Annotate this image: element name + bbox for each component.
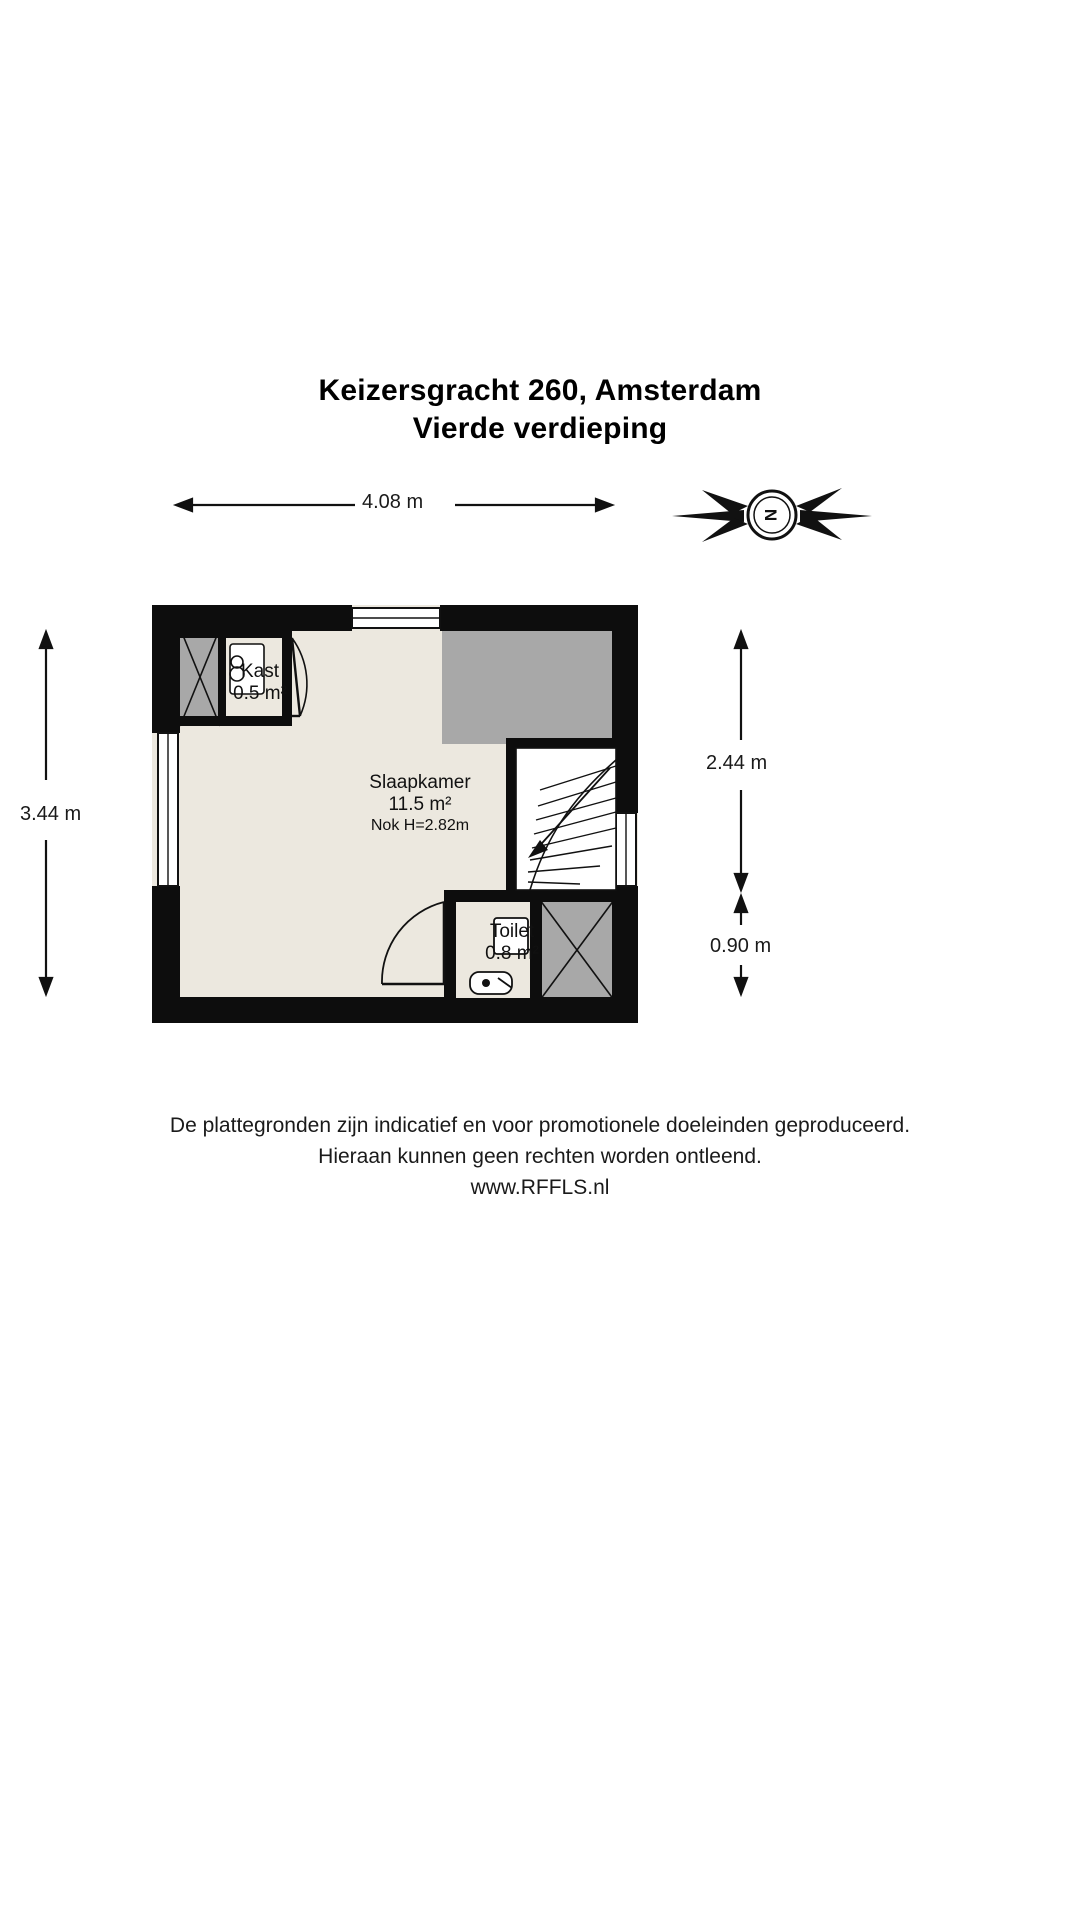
- dimension-label-right-top: 2.44 m: [706, 752, 768, 774]
- dimension-arrow-left: [40, 632, 52, 994]
- room-name: Kast: [240, 661, 280, 682]
- compass-north-label: N: [761, 508, 780, 522]
- room-label-toilet: [432, 921, 592, 966]
- dimension-label-top: 4.08 m: [362, 491, 424, 513]
- room-label-slaapkamer: [300, 772, 540, 836]
- disclaimer-line-1: De plattegronden zijn indicatief en voor promotionele doeleinden geproduceerd.: [169, 1114, 911, 1137]
- disclaimer-line-2: Hieraan kunnen geen rechten worden ontleend.: [318, 1145, 762, 1168]
- dimension-arrow-right-bottom: [735, 896, 747, 994]
- room-label-kast: [180, 661, 340, 706]
- room-area: 0.8 m²: [485, 943, 539, 965]
- room-area: 11.5 m²: [388, 794, 452, 816]
- page-subtitle: Vierde verdieping: [412, 412, 668, 445]
- room-name: Toilet: [489, 921, 535, 942]
- dimension-label-left: 3.44 m: [20, 803, 82, 825]
- room-area: 0.5 m²: [233, 683, 287, 705]
- window-right: [616, 813, 636, 886]
- room-height-note: Nok H=2.82m: [370, 816, 470, 834]
- page-title: Keizersgracht 260, Amsterdam: [318, 374, 762, 407]
- void-area-top-right: [442, 628, 614, 744]
- window-left: [158, 733, 178, 886]
- window-top: [352, 608, 440, 628]
- room-name: Slaapkamer: [369, 772, 471, 793]
- disclaimer-block: [0, 1110, 1080, 1203]
- dimension-arrow-top: [176, 499, 612, 511]
- dimension-label-right-bottom: 0.90 m: [710, 935, 772, 957]
- website-url: www.RFFLS.nl: [470, 1176, 610, 1199]
- dimension-arrow-right-top: [735, 632, 747, 890]
